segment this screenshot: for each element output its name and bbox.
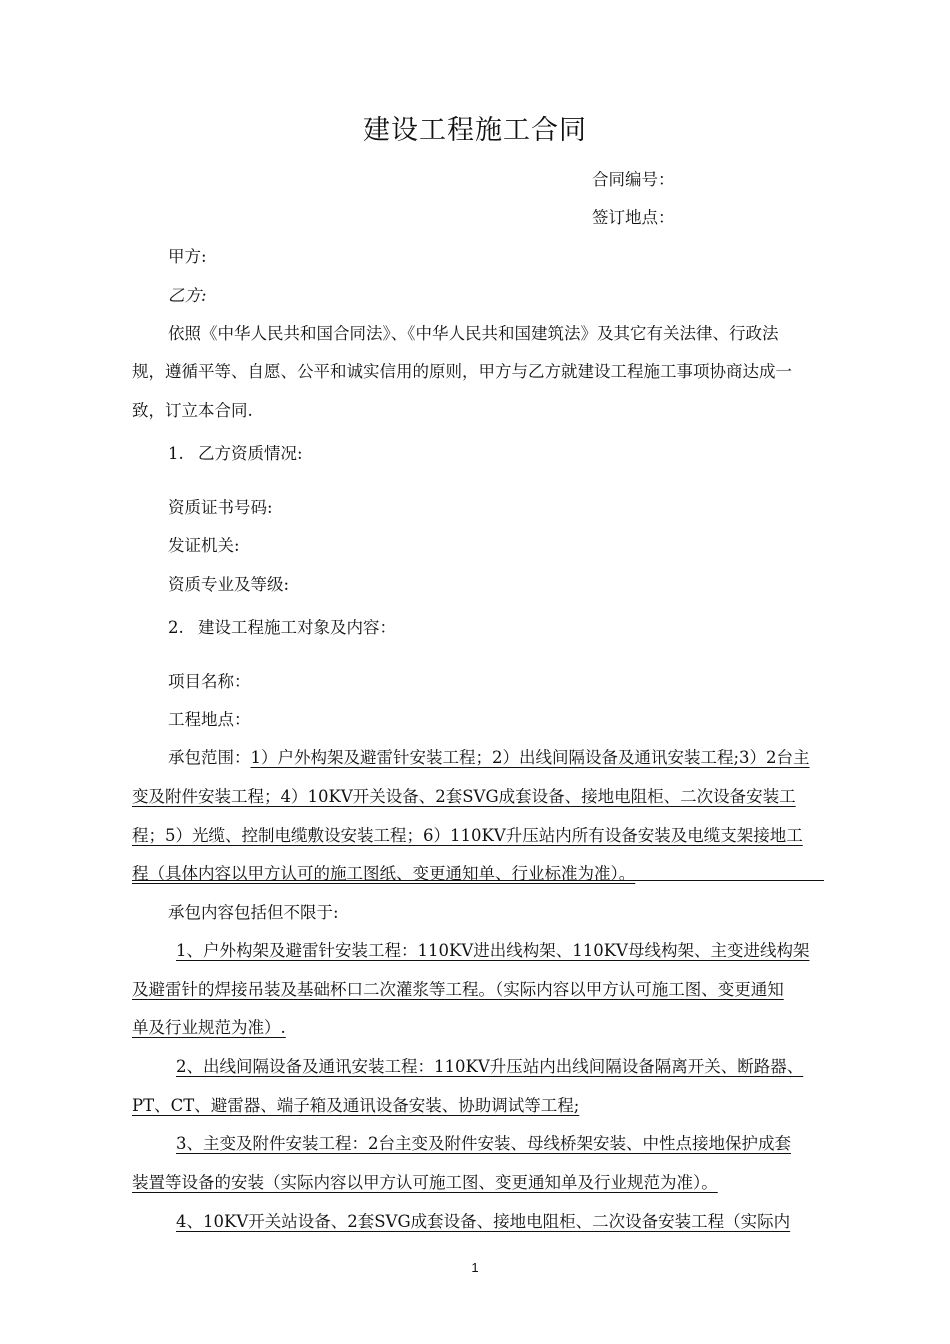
item-3-line-2: 装置等设备的安装（实际内容以甲方认可施工图、变更通知单及行业规范为准）。 <box>132 1173 718 1192</box>
intro-line-1: 依照《中华人民共和国合同法》、《中华人民共和国建筑法》及其它有关法律、行政法 <box>168 324 779 343</box>
contract-number-label: 合同编号： <box>592 170 675 189</box>
document-title: 建设工程施工合同 <box>363 115 587 146</box>
scope-line-2: 变及附件安装工程；4）10KV开关设备、2套SVG成套设备、接地电阻柜、二次设备安装工 <box>132 787 796 806</box>
party-a-label: 甲方: <box>168 247 207 266</box>
scope-label: 承包范围： <box>168 748 251 767</box>
item-4-line-1: 4、10KV开关站设备、2套SVG成套设备、接地电阻柜、二次设备安装工程（实际内 <box>176 1212 791 1231</box>
scope-divider <box>132 880 824 881</box>
sign-place-label: 签订地点： <box>592 208 675 227</box>
section2-title: 建设工程施工对象及内容： <box>198 618 396 637</box>
item-1-line-1: 1、户外构架及避雷针安装工程：110KV进出线构架、110KV母线构架、主变进线构架 <box>176 941 810 960</box>
scope-line-3: 程；5）光缆、控制电缆敷设安装工程；6）110KV升压站内所有设备安装及电缆支架接地工 <box>132 826 803 845</box>
item-1-line-3: 单及行业规范为准）. <box>132 1018 286 1037</box>
section1-title: 乙方资质情况: <box>198 444 303 463</box>
item-3-line-1: 3、主变及附件安装工程：2台主变及附件安装、母线桥架安装、中性点接地保护成套 <box>176 1134 791 1153</box>
qualification-level-label: 资质专业及等级: <box>168 575 290 594</box>
section1-heading <box>168 440 303 464</box>
issuer-label: 发证机关: <box>168 536 240 555</box>
item-2-line-1: 2、出线间隔设备及通讯安装工程：110KV升压站内出线间隔设备隔离开关、断路器、 <box>176 1057 804 1076</box>
section1-number: 1. <box>168 444 184 463</box>
intro-line-3: 致，订立本合同. <box>132 401 253 420</box>
page-number: 1 <box>471 1260 479 1275</box>
project-name-label: 项目名称： <box>168 672 251 691</box>
cert-number-label: 资质证书号码: <box>168 498 273 517</box>
scope-text-1: 1）户外构架及避雷针安装工程；2）出线间隔设备及通讯安装工程;3）2台主 <box>250 748 810 767</box>
scope-line-1 <box>168 744 810 768</box>
scope-line-4: 程（具体内容以甲方认可的施工图纸、变更通知单、行业标准为准）。 <box>132 864 636 883</box>
item-2-line-2: PT、CT、避雷器、端子箱及通讯设备安装、协助调试等工程; <box>132 1096 580 1115</box>
intro-line-2: 规，遵循平等、自愿、公平和诚实信用的原则，甲方与乙方就建设工程施工事项协商达成一 <box>132 362 792 381</box>
content-label: 承包内容包括但不限于: <box>168 903 339 922</box>
section2-number: 2. <box>168 618 184 637</box>
section2-heading <box>168 614 396 638</box>
party-b-label: 乙方: <box>168 286 207 305</box>
project-location-label: 工程地点： <box>168 710 251 729</box>
item-1-line-2: 及避雷针的焊接吊装及基础杯口二次灌浆等工程。（实际内容以甲方认可施工图、变更通知 <box>132 980 784 999</box>
